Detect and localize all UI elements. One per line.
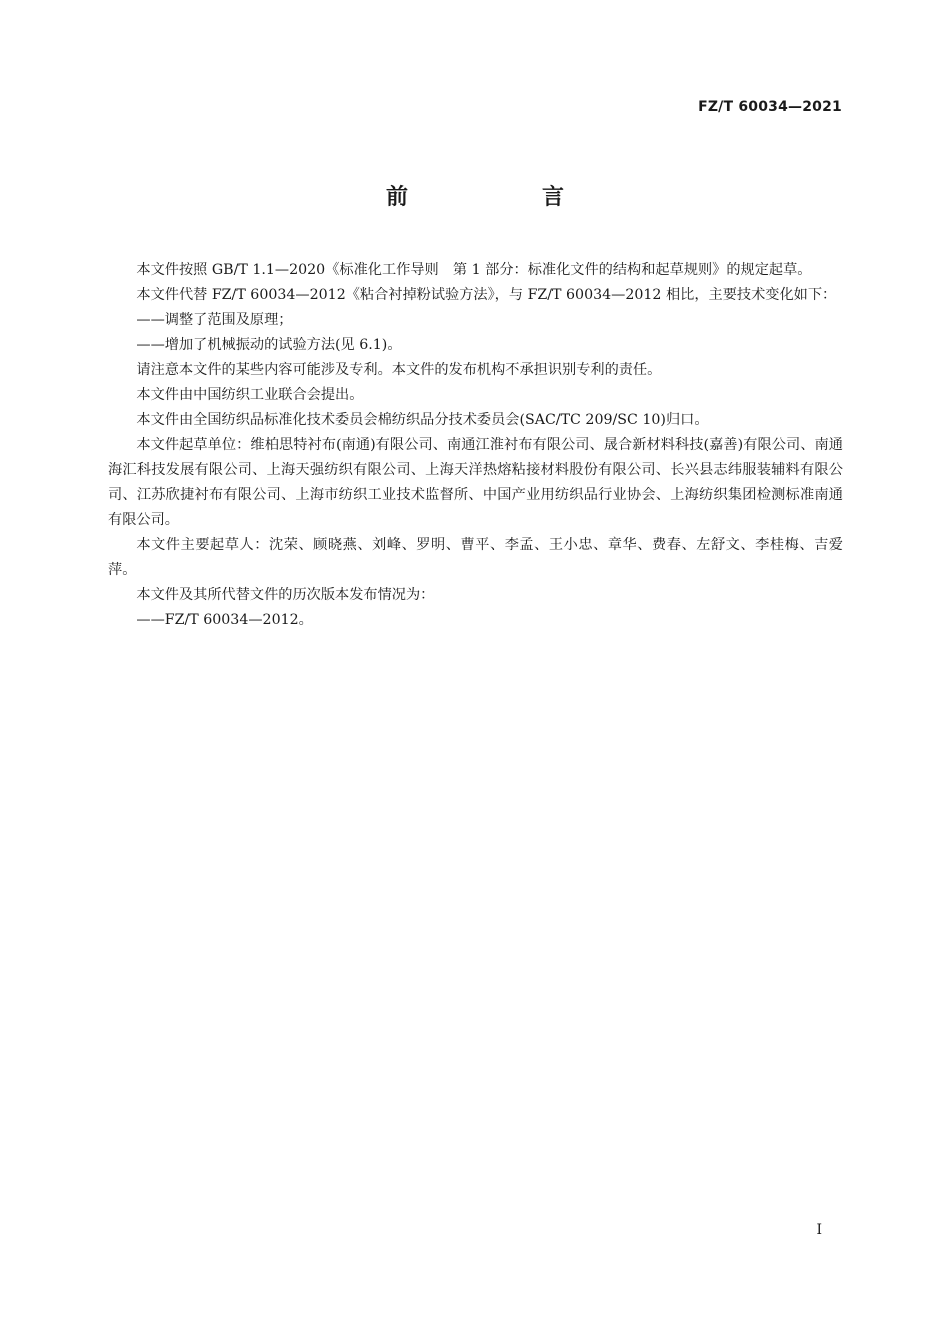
change-item: ——增加了机械振动的试验方法(见 6.1)。 — [136, 337, 402, 353]
foreword-body — [108, 258, 843, 633]
version-item: ——FZ/T 60034—2012。 — [136, 612, 313, 628]
paragraph-drafting-rules: 本文件按照 GB/T 1.1—2020《标准化工作导则 第 1 部分：标准化文件的结构和起草规则》的规定起草。 — [136, 262, 812, 278]
change-item: ——调整了范围及原理； — [136, 312, 293, 328]
paragraph-centralized-by: 本文件由全国纺织品标准化技术委员会棉纺织品分技术委员会(SAC/TC 209/SC 10)归口。 — [136, 412, 709, 428]
paragraph-version-history: 本文件及其所代替文件的历次版本发布情况为： — [136, 587, 435, 603]
paragraph-drafting-units: 本文件起草单位：维柏思特衬布(南通)有限公司、南通江淮衬布有限公司、晟合新材料科技(嘉善)有限公司、南通海汇科技发展有限公司、上海天强纺织有限公司、上海天洋热熔粘接材料股份有限公司、长兴县志纬服装辅料有限公司、江苏欣捷衬布有限公司、上海市纺织工业技术监督所、中国产业用纺织品行业协会、上海纺织集团检测标准南通有限公司。 — [108, 437, 843, 528]
page-number: I — [816, 1222, 822, 1238]
paragraph-proposed-by: 本文件由中国纺织工业联合会提出。 — [136, 387, 364, 403]
paragraph-patent-notice: 请注意本文件的某些内容可能涉及专利。本文件的发布机构不承担识别专利的责任。 — [136, 362, 662, 378]
page-title: 前 言 — [385, 185, 620, 210]
paragraph-drafters: 本文件主要起草人：沈荣、顾晓燕、刘峰、罗明、曹平、李孟、王小忠、章华、费春、左舒文、李桂梅、吉爱萍。 — [108, 537, 843, 578]
standard-code: FZ/T 60034—2021 — [698, 99, 842, 115]
paragraph-replaces: 本文件代替 FZ/T 60034—2012《粘合衬掉粉试验方法》，与 FZ/T 60034—2012 相比，主要技术变化如下： — [136, 287, 837, 303]
